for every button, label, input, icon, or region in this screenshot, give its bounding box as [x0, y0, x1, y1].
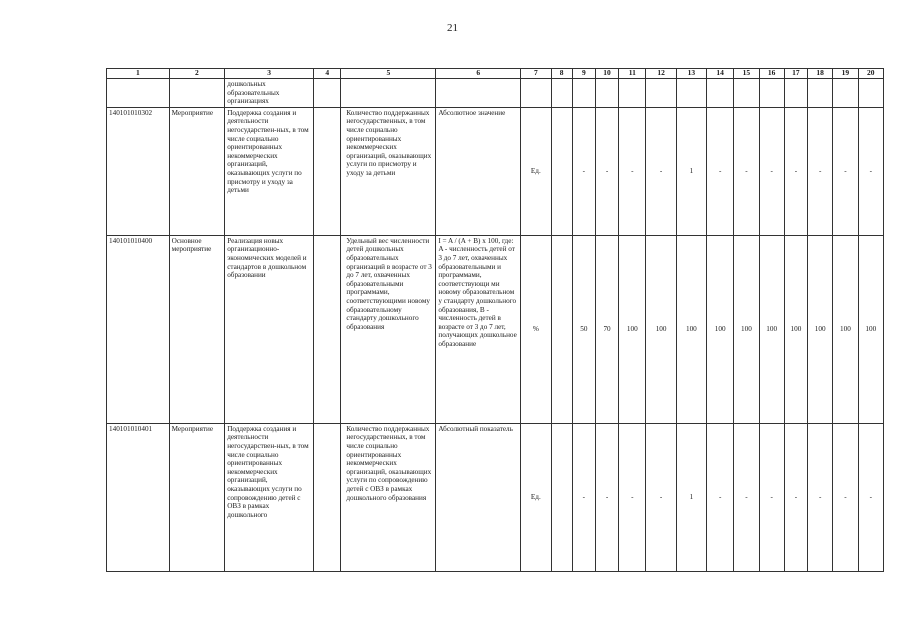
event-name: Поддержка создания и деятельности негосударствен-ных, в том числе социально ориентированных некоммерческих организаций, оказывающих услуги по присмотру и уходу за детьми: [225, 107, 314, 235]
table-cell: [314, 423, 341, 571]
value-cell: 50: [572, 235, 595, 423]
value-cell: 1: [676, 107, 706, 235]
value-cell: 70: [595, 235, 618, 423]
table-cell: [595, 79, 618, 108]
value-cell: 100: [833, 235, 858, 423]
value-cell: -: [619, 107, 646, 235]
table-cell: [169, 79, 225, 108]
value-cell: 100: [759, 235, 784, 423]
value-cell: -: [572, 107, 595, 235]
table-cell: [759, 79, 784, 108]
event-name: Поддержка создания и деятельности негосударствен-ных, в том числе социально ориентированных некоммерческих организаций, оказывающих услуги по сопровождению детей с ОВЗ в рамках дошкольного: [225, 423, 314, 571]
header-cell: 14: [707, 69, 734, 79]
value-cell: -: [833, 423, 858, 571]
header-cell: 20: [858, 69, 883, 79]
calculation-method: Абсолютный показатель: [436, 423, 521, 571]
unit-cell: Ед.: [521, 423, 551, 571]
table-cell: [707, 79, 734, 108]
table-row: [107, 107, 884, 235]
value-cell: -: [784, 423, 807, 571]
indicator-name: Количество поддержанных негосударственных, в том числе социально ориентированных некоммерческих организаций, оказывающих услуги по сопровождению детей с ОВЗ в рамках дошкольного образования: [341, 423, 436, 571]
table-cell: [314, 79, 341, 108]
indicator-name: Удельный вес численности детей дошкольных образовательных организаций в возрасте от 3 до 7 лет, охваченных образовательными программами, соответствующими новому образовательному стандарту дошкольного образования: [341, 235, 436, 423]
header-cell: 1: [107, 69, 170, 79]
header-cell: 9: [572, 69, 595, 79]
value-cell: -: [646, 107, 676, 235]
calculation-method: Абсолютное значение: [436, 107, 521, 235]
table-cell: [619, 79, 646, 108]
value-cell: -: [572, 423, 595, 571]
value-cell: -: [734, 107, 759, 235]
table-cell: дошкольных образовательных организациях: [225, 79, 314, 108]
event-type: Мероприятие: [169, 423, 225, 571]
header-cell: 6: [436, 69, 521, 79]
indicator-name: Количество поддержанных негосударственных, в том числе социально ориентированных некоммерческих организаций, оказывающих услуги по присмотру и уходу за детьми: [341, 107, 436, 235]
calculation-method: I = A / (A + B) x 100, где: A - численность детей от 3 до 7 лет, охваченных образовательными и программами, соответствующи ми новому образовательном у стандарту дошкольного образования, B - численность детей в возрасте от 3 до 7 лет, получающих дошкольное образование: [436, 235, 521, 423]
value-cell: -: [858, 423, 883, 571]
table-cell: [572, 79, 595, 108]
table-cell: [107, 79, 170, 108]
value-cell: -: [734, 423, 759, 571]
header-cell: 10: [595, 69, 618, 79]
table-cell: [784, 79, 807, 108]
header-cell: 17: [784, 69, 807, 79]
value-cell: -: [707, 107, 734, 235]
header-cell: 8: [551, 69, 572, 79]
value-cell: -: [833, 107, 858, 235]
value-cell: -: [784, 107, 807, 235]
value-cell: 100: [858, 235, 883, 423]
header-cell: 16: [759, 69, 784, 79]
header-cell: 18: [808, 69, 833, 79]
table-cell: [314, 235, 341, 423]
value-cell: [551, 107, 572, 235]
value-cell: -: [646, 423, 676, 571]
header-cell: 15: [734, 69, 759, 79]
table-row: [107, 423, 884, 571]
table-cell: [858, 79, 883, 108]
header-cell: 19: [833, 69, 858, 79]
table-cell: [734, 79, 759, 108]
table-cell: [551, 79, 572, 108]
value-cell: 100: [808, 235, 833, 423]
event-name: Реализация новых организационно-экономических моделей и стандартов в дошкольном образовании: [225, 235, 314, 423]
header-cell: 7: [521, 69, 551, 79]
value-cell: -: [808, 107, 833, 235]
value-cell: 100: [734, 235, 759, 423]
value-cell: [551, 235, 572, 423]
page-number: 21: [447, 22, 458, 34]
value-cell: 100: [646, 235, 676, 423]
unit-cell: Ед.: [521, 107, 551, 235]
table-cell: [646, 79, 676, 108]
continuation-row: [107, 79, 884, 108]
event-type: Основное мероприятие: [169, 235, 225, 423]
value-cell: -: [595, 107, 618, 235]
table-cell: [833, 79, 858, 108]
table-row: [107, 235, 884, 423]
header-row: [107, 69, 884, 79]
table-cell: [521, 79, 551, 108]
value-cell: 100: [707, 235, 734, 423]
header-cell: 4: [314, 69, 341, 79]
header-cell: 11: [619, 69, 646, 79]
table-cell: [676, 79, 706, 108]
event-code: 140101010401: [107, 423, 170, 571]
table-cell: [314, 107, 341, 235]
value-cell: 100: [619, 235, 646, 423]
header-cell: 2: [169, 69, 225, 79]
value-cell: -: [595, 423, 618, 571]
value-cell: 100: [784, 235, 807, 423]
value-cell: -: [619, 423, 646, 571]
unit-cell: %: [521, 235, 551, 423]
value-cell: 1: [676, 423, 706, 571]
value-cell: -: [707, 423, 734, 571]
table-cell: [341, 79, 436, 108]
header-cell: 13: [676, 69, 706, 79]
value-cell: -: [759, 107, 784, 235]
value-cell: -: [808, 423, 833, 571]
header-cell: 3: [225, 69, 314, 79]
program-indicators-table: [106, 68, 884, 572]
value-cell: -: [858, 107, 883, 235]
value-cell: 100: [676, 235, 706, 423]
event-code: 140101010302: [107, 107, 170, 235]
table-cell: [436, 79, 521, 108]
header-cell: 5: [341, 69, 436, 79]
value-cell: -: [759, 423, 784, 571]
event-type: Мероприятие: [169, 107, 225, 235]
value-cell: [551, 423, 572, 571]
table-cell: [808, 79, 833, 108]
event-code: 140101010400: [107, 235, 170, 423]
header-cell: 12: [646, 69, 676, 79]
